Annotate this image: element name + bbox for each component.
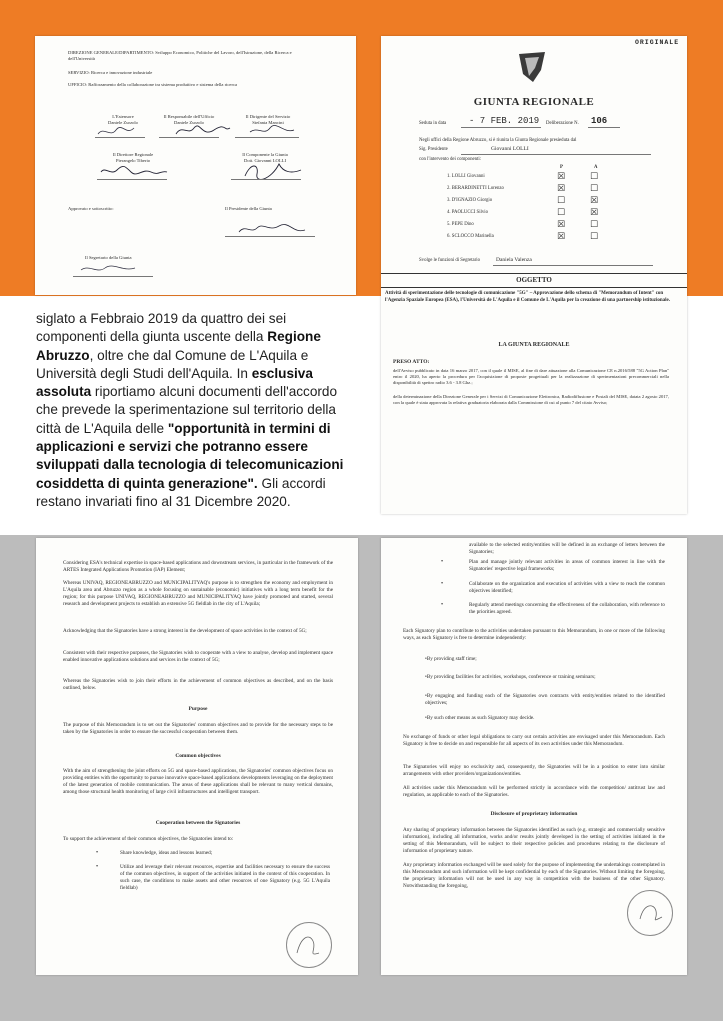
segretario-signature — [75, 262, 155, 276]
article-bold: "opportunità in termini di applicazioni e servizi che potranno essere sviluppati dalla tecnologia di telecomunicazioni cosiddetta di quinta generazione". — [36, 420, 344, 491]
divider — [381, 287, 687, 288]
memo-para: Whereas the Signatories wish to join their efforts in the achievement of common objectives as described, and on the basis outlined, below. — [63, 678, 333, 691]
memo-para: Considering ESA's technical expertise in space-based applications and downstream services, in particular in the framework of the ARTES Integrated Applications Promotion (IAP) Element; — [63, 560, 333, 573]
memo-para: With the aim of strengthening the joint efforts on 5G and space-based applications, the Signatories' common objectives focus on providing entities with the opportunity to pursue innovative space-based applications developments leveraging on the deployment of the latest generation of mobile communication. The areas of these applications shall be relevant to many vertical domains, among those structural health monitoring of large civil infrastructures and intelligent transport. — [63, 768, 333, 795]
responsabile-name: Daniele Zurzolo — [174, 120, 204, 125]
doc1-header: DIREZIONE GENERALE/DIPARTIMENTO: Sviluppo Economico, Politiche del Lavoro, dell'Istruzione, della Ricerca e dell'Università — [68, 50, 292, 61]
member-name: 2. BERARDINETTI Lorenzo — [447, 186, 504, 191]
seduta-date: - 7 FEB. 2019 — [469, 116, 540, 126]
sig-line — [231, 179, 301, 180]
memo-bullet: Regularly attend meetings concerning the effectiveness of the collaboration, with reference to the priorities agreed. — [469, 602, 665, 615]
memo-para: Acknowledging that the Signatories have a strong interest in the development of space activities in the context of 5G; — [63, 628, 307, 634]
bullet-dot: • — [441, 559, 444, 565]
member-name: 5. PEPE Dino — [447, 222, 474, 227]
member-absent: ☐ — [590, 184, 599, 194]
memo-heading: Cooperation between the Signatories — [155, 820, 241, 826]
divider — [381, 273, 687, 274]
doc1-servizio: SERVIZIO: Ricerca e innovazione industriale — [68, 70, 153, 75]
article-bold: Regione Abruzzo — [36, 329, 321, 363]
doc1-ufficio: UFFICIO: Rafforzamento della collaborazione tra sistema produttivo e sistema della ricerca — [68, 82, 238, 87]
memo-bullet: Plan and manage jointly relevant activities in areas of common interest in line with the Signatories' respective legal frameworks; — [469, 559, 665, 572]
article-text: , oltre che dal Comune de L'Aquila e Università degli Studi dell'Aquila. In — [36, 347, 309, 381]
member-present: ☐ — [557, 196, 566, 206]
deliberazione-number: 106 — [591, 116, 608, 126]
pres-line — [461, 154, 651, 155]
componenti-label: con l'intervento dei componenti: — [419, 157, 482, 162]
memo-para: All activities under this Memorandum will be performed strictly in accordance with the competition/ antitrust law and regulation, as applicable to each of the Signatories. — [403, 785, 665, 798]
document-memorandum-page2 — [381, 538, 687, 975]
preso-atto-p1: dell'Avviso pubblicato in data 16 marzo 2017, con il quale il MISE, al fine di dare attuazione alla Comunicazione CE n.2016/588 "5G Action Plan" entro il 2020, ha aperto la procedura per l'acquisizione di proposte progettuali per la realizzazione di sperimentazioni precommerciali nella disponibilità di spettro radio 3.6 - 3.8 Ghz.; — [393, 368, 669, 385]
original-stamp: ORIGINALE — [635, 39, 680, 46]
sig-line — [95, 137, 145, 138]
memo-item: •By providing facilities for activities, workshops, conference or training seminars; — [425, 674, 596, 680]
date-line — [461, 127, 541, 128]
preso-atto-p2: della determinazione della Direzione Generale per i Servizi di Comunicazione Elettronica, Radiodiffusione e Postali del MISE, datata 2 agosto 2017, con la quale è stata approvata la relativa graduatoria elaborata dalla Commissione di cui al punto 7 del citato Avviso; — [393, 394, 669, 405]
responsabile-label: Il Responsabile dell'Ufficio — [163, 114, 215, 119]
member-name: 6. SCLOCCO Marinella — [447, 234, 494, 239]
memo-bullet: Collaborate on the organization and execution of activities with a view to reach the common objectives identified; — [469, 581, 665, 594]
componente-name: Dott. Giovanni LOLLI — [244, 158, 286, 163]
memo-para: Any sharing of proprietary information between the Signatories identified as such (e.g. strategic and commercially sensitive information), including all information, works and/or results jointly developed in the setting of activities initiated in the setting of this Memorandum, will be subject to their respective policies and procedures relating to the disclosure of information of proprietary nature. — [403, 827, 665, 854]
signature-scribbles-row2 — [95, 160, 325, 184]
memo-para: Consistent with their respective purposes, the Signatories wish to cooperate with a view to analyse, develop and implement space enabled innovative applications solutions and services in the context of 5G; — [63, 650, 333, 663]
memo-bullet: Utilize and leverage their relevant resources, expertise and facilities necessary to ensure the success of the common objectives, in support of the activities initiated in the context of this cooperation. In such case, the conditions to make assets and other resources of one Signatory (e.g. 5G L'Aquila fieldlab) — [120, 864, 330, 891]
signature-scribbles-row1 — [90, 122, 330, 142]
direttore-name: Pierangelo Tiberio — [115, 158, 151, 163]
memo-item: •By such other means as such Signatory may decide. — [425, 715, 535, 721]
document-signature-page — [35, 36, 356, 295]
segretario-label: Il Segretario della Giunta — [85, 255, 132, 260]
presidente-signature — [235, 222, 315, 236]
memo-heading: Disclosure of proprietary information — [490, 811, 578, 817]
sig-line — [97, 179, 167, 180]
presidente-label: Il Presidente della Giunta — [225, 206, 272, 211]
member-name: 3. D'IGNAZIO Giorgio — [447, 198, 493, 203]
deliberazione-label: Deliberazione N. — [546, 121, 579, 126]
memo-heading: Common objectives — [175, 753, 221, 759]
member-present: ☐ — [557, 208, 566, 218]
oggetto-heading: OGGETTO — [516, 276, 552, 284]
member-absent: ☐ — [590, 220, 599, 230]
seg-line — [493, 265, 653, 266]
article-bold: esclusiva assoluta — [36, 365, 313, 400]
memo-para: The purpose of this Memorandum is to set out the Signatories' common objectives and to provide for the necessary steps to be taken by the Signatories in order to ensure the successful cooperation between them. — [63, 722, 333, 735]
memo-para: available to the selected entity/entities will be defined in an exchange of letters between the Signatories; — [469, 542, 665, 555]
member-present: ☒ — [557, 232, 566, 242]
memo-para: Whereas UNIVAQ, REGIONEABRUZZO and MUNICIPALITYAQ's purpose is to strengthen the economy and employment in L'Aquila area and Abruzzo region as a whole focusing on sustainable (economic) initiatives with a long term benefit for the region; for this purpose UNIVAQ, REGIONEABRUZZO and MUNICIPALITYAQ have jointly promoted and started, several research and development projects to establish an extensive 5G fieldlab in the city of L'Aquila; — [63, 580, 333, 607]
member-absent: ☐ — [590, 172, 599, 182]
member-present: ☒ — [557, 172, 566, 182]
article-text: riportiamo alcuni documenti dell'accordo che prevede la sperimentazione sul territorio della città de L'Aquila delle — [36, 384, 338, 436]
sig-line — [73, 276, 153, 277]
dirigente-name: Stefania Mancini — [252, 120, 284, 125]
num-line — [588, 127, 620, 128]
seduta-label: Seduta in data — [419, 121, 447, 126]
bullet-dot: • — [441, 602, 444, 608]
stamp-signature — [286, 922, 332, 968]
col-a: A — [594, 165, 598, 170]
memo-heading: Purpose — [188, 706, 208, 712]
col-p: P — [560, 165, 563, 170]
bullet-dot: • — [96, 850, 99, 856]
preso-atto: PRESO ATTO: — [393, 359, 430, 365]
oggetto-text: Attività di sperimentazione delle tecnologie di comunicazione "5G" – Approvazione dello schema di "Memorandum of Intent" con l'Agenzia Spaziale Europea (ESA), l'Università de L'Aquila e il Comune de L'Aquila per la creazione di una partnership istituzionale. — [385, 291, 671, 303]
memo-para: To support the achievement of their common objectives, the Signatories intend to: — [63, 836, 234, 842]
memo-para: Each Signatory plan to contribute to the activities undertaken pursuant to this Memorandum, in one or more of the following ways, as each Signatory is free to determine independently: — [403, 628, 665, 641]
document-memorandum-page1 — [36, 538, 358, 975]
memo-para: Any proprietary information exchanged will be used solely for the purpose of implementing the undertakings contemplated in this Memorandum and such information will be kept confidential by each of the Signatories. Without limiting the foregoing, the proprietary information will not be used in any way in competition with the business of the other Signatory. Notwithstanding the foregoing, — [403, 862, 665, 889]
member-name: 4. PAOLUCCI Silvio — [447, 210, 489, 215]
sig-line — [235, 137, 299, 138]
estensore-label: L'Estensore — [112, 114, 134, 119]
member-present: ☒ — [557, 220, 566, 230]
componente-label: Il Componente la Giunta — [242, 152, 288, 157]
member-present: ☒ — [557, 184, 566, 194]
memo-para: No exchange of funds or other legal obligations to carry out certain activities are envisaged under this Memorandum. Each Signatory is free to decide on and responsible for all aspects of its own activities under this Memorandum. — [403, 734, 665, 747]
bullet-dot: • — [96, 864, 99, 870]
memo-item: •By engaging and funding each of the Signatories own contracts with entity/entities related to the identified objectives; — [425, 693, 665, 706]
direttore-label: Il Direttore Regionale — [112, 152, 154, 157]
member-absent: ☒ — [590, 208, 599, 218]
presidente-label: Sig. Presidente — [419, 147, 448, 152]
riunione-text: Negli uffici della Regione Abruzzo, si è riunita la Giunta Regionale presieduta dal — [419, 138, 577, 143]
regione-abruzzo-logo — [515, 48, 549, 86]
article-paragraph — [36, 310, 356, 511]
member-absent: ☐ — [590, 232, 599, 242]
member-absent: ☒ — [590, 196, 599, 206]
stamp-signature — [627, 890, 673, 936]
bullet-dot: • — [441, 581, 444, 587]
la-giunta-heading: LA GIUNTA REGIONALE — [498, 342, 570, 348]
article-text: Gli accordi restano invariati fino al 31 Dicembre 2020. — [36, 475, 326, 509]
memo-item: •By providing staff time; — [425, 656, 477, 662]
estensore-name: Daniele Zurzolo — [108, 120, 138, 125]
member-name: 1. LOLLI Giovanni — [447, 174, 485, 179]
sig-line — [225, 236, 315, 237]
sig-line — [159, 137, 219, 138]
memo-para: The Signatories will enjoy no exclusivity and, consequently, the Signatories will be in a position to enter into similar arrangements with other providers/organizations/entities. — [403, 764, 665, 777]
presidente-name: Giovanni LOLLI — [491, 146, 529, 152]
approvato-label: Approvato e sottoscritto: — [68, 206, 114, 211]
document-giunta-regionale — [381, 36, 687, 514]
article-text: siglato a Febbraio 2019 da quattro dei sei componenti della giunta uscente della — [36, 311, 287, 345]
segretario-name: Daniela Valenza — [496, 257, 532, 263]
segretario-label: Svolge le funzioni di Segretario — [419, 258, 481, 263]
giunta-title: GIUNTA REGIONALE — [473, 96, 595, 108]
dirigente-label: Il Dirigente del Servizio — [245, 114, 291, 119]
memo-bullet: Share knowledge, ideas and lessons learned; — [120, 850, 213, 856]
